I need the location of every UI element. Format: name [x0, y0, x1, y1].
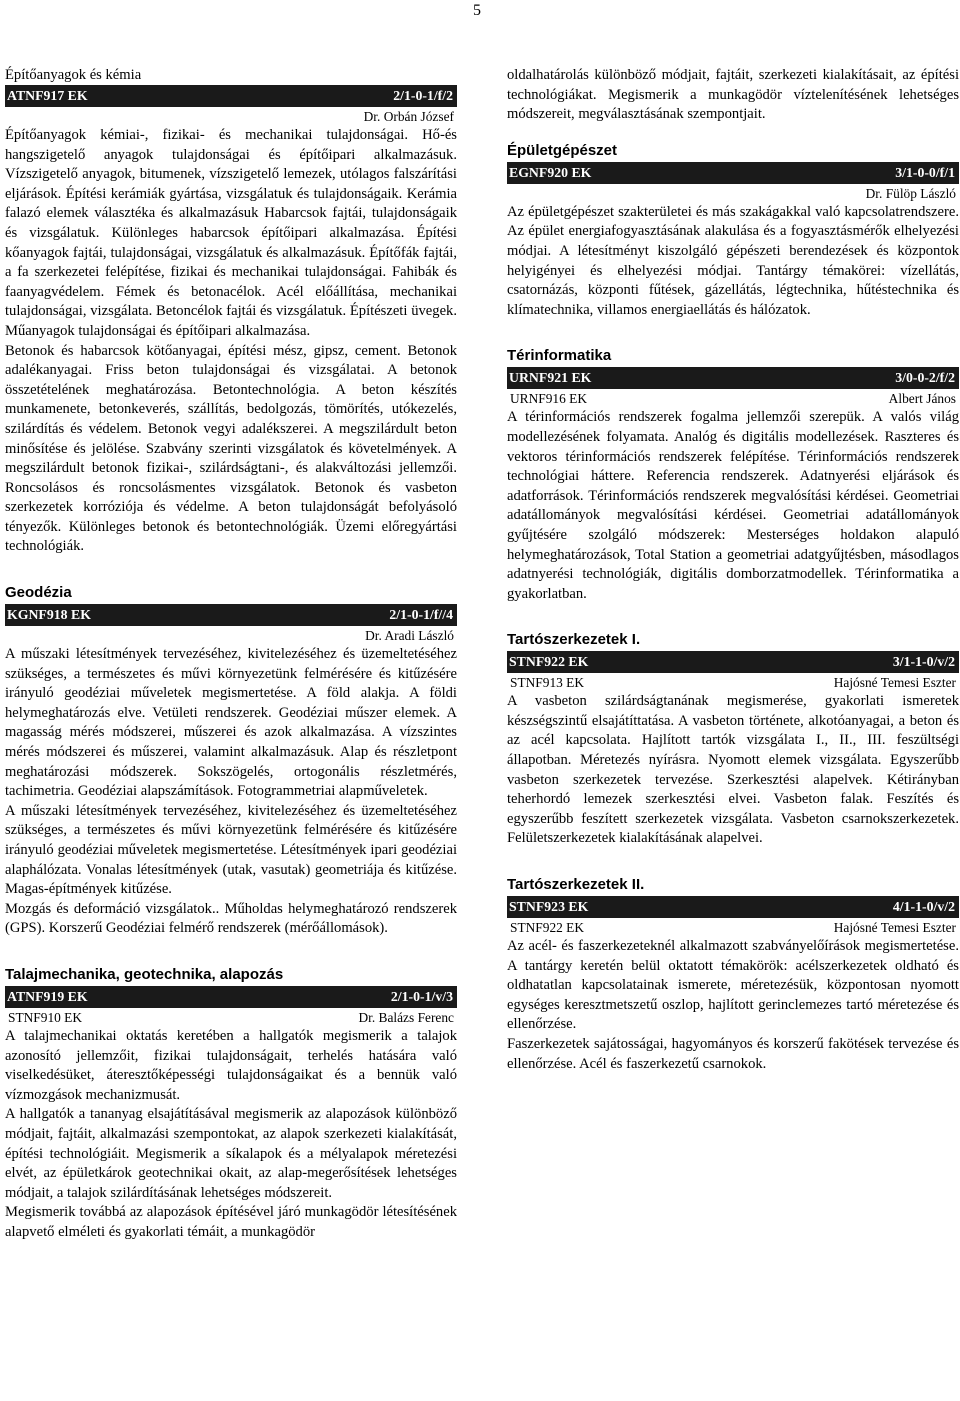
course-code-bar: [5, 986, 457, 1008]
course-code: STNF922 EK: [509, 654, 589, 670]
course-credits: 3/1-1-0/v/2: [892, 654, 955, 670]
course-lecturer: Albert János: [888, 391, 956, 407]
course-description: A térinformációs rendszerek fogalma jellemzői szerepük. A valós világ modellezésének folyamata. Analóg és digitális modellezések. Raszteres és vektoros térinformációs rendszerek felépítése. Térinformációs rendszerek technológiai háttere. Referencia rendszerek. Adatnyerési eljárások és adatforrások. Térinformációs rendszerek megvalósítási kérdései. Geometriai adatállományok megvalósítási kérdései. Geometriai adatállományok gyűjtésére szolgáló módszerek: Mesterséges holdakon alapuló helymeghatározások, Total Station a geometriai adatgyűjtésben, másodlagos adatnyerési technológiák, digitális domborzatmodellek. Térinformatika a gyakorlatban.: [507, 409, 959, 602]
course-lecturer: Hajósné Temesi Eszter: [833, 675, 956, 691]
course-description: Megismerik továbbá az alapozások építésével járó munkagödör létesítésének alapvető elméleti és gyakorlati témáit, a munkagödör: [5, 1204, 457, 1240]
course-code: ATNF917 EK: [7, 88, 88, 103]
course-geodezia: [5, 583, 457, 939]
course-title: Térinformatika: [507, 347, 612, 365]
course-lecturer: Dr. Orbán József: [363, 109, 454, 124]
course-description: A műszaki létesítmények tervezéséhez, kivitelezéséhez és üzemeltetéséhez szükséges, a természetes és művi környezetünk felmérésére és kitűzésére irányuló geodéziai műveletek megismertetése. A föld alakja. A földi helymeghatározás elve. Vetületi rendszerek. Geodéziai műszer elemek. A magasság mérés módszerei, műszerei és azok alkalmazása. A vízszintes mérés módszerei és műszerei, valamint alkalmazásuk. Alap és részletpont meghatározási módszerek. Sokszögelés, ortogonális részletmérés, tachimetria. Geodéziai alapszámítások. Fotogrammetriai alapműveletek.: [5, 646, 457, 800]
course-credits: 3/0-0-2/f/2: [895, 370, 955, 386]
course-prerequisite: URNF916 EK: [510, 391, 588, 407]
course-description: A műszaki létesítmények tervezéséhez, kivitelezéséhez és üzemeltetéséhez szükséges, a természetes és művi környezetünk felmérésére és kitűzésére irányuló geodéziai műveletek megismertetése. Létesítmények ipari geodéziai alaphálózata. Vonalas létesítmények (utak, vasutak) geometriája és kitűzése. Magas-építmények kitűzése.: [5, 802, 457, 898]
course-meta-row: [5, 1008, 457, 1027]
course-code: KGNF918 EK: [7, 607, 91, 623]
course-credits: 2/1-0-1/v/3: [390, 988, 453, 1004]
page-number: 5: [473, 2, 481, 19]
course-description: Mozgás és deformáció vizsgálatok.. Műholdas helymeghatározó rendszerek (GPS). Korszerű Geodéziai felmérő rendszerek (mérőállomások).: [5, 900, 457, 937]
course-meta-row: [507, 389, 959, 408]
course-terinformatika: [507, 346, 959, 604]
course-title: Tartószerkezetek II.: [507, 876, 645, 894]
course-lecturer: Dr. Fülöp László: [865, 185, 956, 201]
course-title: Talajmechanika, geotechnika, alapozás: [5, 965, 284, 983]
course-description: A vasbeton szilárdságtanának megismerése, gyakorlati ismeretek készségszintű elsajátíttatása. A vasbeton története, alkotóanyagai, a beton és az acél kapcsolata. Hajlított tartók vizsgálata I., II., III. feszültségi állapotban. Méretezés nyírásra. Nyomott elemek vizsgálata. Egyszerűbb vasbeton szerkezetek tervezése. Szerkesztési alapelvek. Kétirányban teherhordó lemezek szerkesztési elvei. Vasbeton falak. Feszítés és egyszerűbb feszített szerkezetek vizsgálata. Vasbeton csarnokszerkezetek. Felületszerkezetek kialakításának alapelvei.: [507, 693, 959, 847]
course-code: STNF923 EK: [509, 899, 589, 915]
course-title: Épületgépészet: [507, 141, 618, 159]
course-lecturer: Hajósné Temesi Eszter: [833, 920, 956, 936]
course-tartoszerkezetek-2: [507, 875, 959, 1074]
course-credits: 4/1-1-0/v/2: [892, 899, 955, 915]
course-code-bar: [507, 367, 959, 389]
course-credits: 2/1-0-1/f/2: [393, 88, 453, 103]
course-credits: 2/1-0-1/f//4: [389, 607, 453, 623]
course-tartoszerkezetek-1: [507, 630, 959, 849]
course-code-bar: [507, 896, 959, 918]
course-epuletgepeszet: [507, 141, 959, 321]
course-meta-row: [507, 918, 959, 937]
course-code: EGNF920 EK: [509, 164, 592, 180]
course-prerequisite: STNF910 EK: [8, 1009, 83, 1025]
course-description: Az épületgépészet szakterületei és más szakágakkal való kapcsolatrendszere. Az épület energiafogyasztásának alakulása és a fogyasztásmérők elhelyezési módjai. A létesítményt kiszolgáló gépészeti berendezések és központok helyigényei és elhelyezési módjai. Tantárgy témakörei: vízellátás, csatornázás, központi fűtések, gázellátás, légtechnika, hűtéstechnika és klímatechnika, villamos energiaellátás és hálózatok.: [507, 203, 959, 318]
course-description: A hallgatók a tananyag elsajátításával megismerik az alapozások különböző módjait, fajtáit, alkalmazási szempontokat, az alapok szerkezeti kialakítását, építési technológiáit. Megismerik a síkalapok és a mélyalapok méretezési elvét, az épületkárok geotechnikai okait, az alap-megerősítések lehetséges módjait, a talajok szilárdításának lehetséges módszereit.: [5, 1106, 457, 1201]
course-epitoanyagok: [5, 66, 457, 557]
course-code-bar: [507, 651, 959, 673]
course-description: Építőanyagok kémiai-, fizikai- és mechanikai tulajdonságai. Hő-és hangszigetelő anyagok tulajdonságai és építőipari alkalmazásuk. Vízszigetelő anyagok, bitumenek, vízszigetelő lemezek, utólagos falszárítási eljárások. Építési kerámiák gyártása, vizsgálatuk és tulajdonságaik. Kerámia falazó elemek választéka és alkalmazásuk Habarcsok fajtái, tulajdonságaik és vizsgálatuk. Különleges habarcsok építőipari alkalmazása. Építési kőanyagok fajtái, tulajdonságai, vizsgálatuk és alkalmazásuk. Építőfák fajtái, a fa szerkezetei felépítése, fizikai és mechanikai tulajdonságai. Fahibák és faanyagvédelem. Fémek és betonacélok. Acél előállítása, mechanikai tulajdonságai, vizsgálata. Betoncélok fajtái és vizsgálatuk. Építészeti üvegek. Műanyagok tulajdonságai és építőipari alkalmazása.: [5, 127, 457, 339]
course-description: Betonok és habarcsok kötőanyagai, építési mész, gipsz, cement. Betonok adalékanyagai. Friss beton tulajdonságai és vizsgálatai. A betonok összetételének meghatározása. Betontechnológia. A beton készítés munkamenete, betonkeverés, szállítás, bedolgozás, tömörítés, utókezelés, szilárdítás és védelem. Betonok vegyi adalékszerei. A megszilárdult beton minősítése és jelölése. Szabvány szerinti vizsgálatok és követelmények. A megszilárdult betonok fizikai-, szilárdságtani-, és alakváltozási jellemzői. Roncsolásos és roncsolásmentes vizsgálatok. Betonok és vasbeton szerkezetek korróziója és védelme. A beton tulajdonságát befolyásoló tényezők. Különleges betonok és betontechnológiák. Üzemi előregyártási technológiák.: [5, 342, 457, 555]
course-talajmechanika: [5, 965, 457, 1243]
course-title: Geodézia: [5, 584, 72, 602]
course-prerequisite: STNF913 EK: [510, 675, 585, 691]
left-column: [5, 66, 457, 1243]
course-code-bar: [5, 604, 457, 626]
course-description: Az acél- és faszerkezeteknél alkalmazott szabványelőírások megismertetése. A tantárgy keretén belül oktatott témakörök: acélszerkezetek oldható és oldhatatlan kapcsolatainak ismerete, méretezésük, központosan nyomott egységes keresztmetszetű oszlop, hajlított gerinclemezes tartó méretezése és ellenőrzése.: [507, 938, 959, 1033]
right-column: [507, 66, 959, 1074]
course-prerequisite: STNF922 EK: [510, 920, 585, 936]
course-description: Faszerkezetek sajátosságai, hagyományos és korszerű fakötések tervezése és ellenőrzése. Acél és faszerkezetű csarnokok.: [507, 1036, 959, 1072]
course-title: Tartószerkezetek I.: [507, 631, 641, 649]
course-credits: 3/1-0-0/f/1: [895, 164, 955, 180]
course-lecturer: Dr. Aradi László: [365, 628, 454, 644]
course-code: URNF921 EK: [509, 370, 592, 386]
course-description: A talajmechanikai oktatás keretében a hallgatók megismerik a talajok azonosító jellemzőit, fizikai tulajdonságait, terhelés hatására való viselkedésüket, áteresztőképességi tulajdonságaikat és a bennük való vízmozgások mechanizmusát.: [5, 1027, 457, 1103]
course-code-bar: [5, 85, 457, 107]
course-lecturer: Dr. Balázs Ferenc: [358, 1009, 454, 1025]
course-code: ATNF919 EK: [7, 988, 88, 1004]
continued-text: oldalhatárolás különböző módjait, fajtáit, szerkezeti kialakításait, az építési technológiákat. Megismerik a munkagödör víztelenítésének lehetséges módszereit, megválasztásának szempontjait.: [507, 67, 959, 123]
course-code-bar: [507, 162, 959, 184]
course-meta-row: [507, 673, 959, 692]
course-title: Építőanyagok és kémia: [5, 67, 142, 83]
